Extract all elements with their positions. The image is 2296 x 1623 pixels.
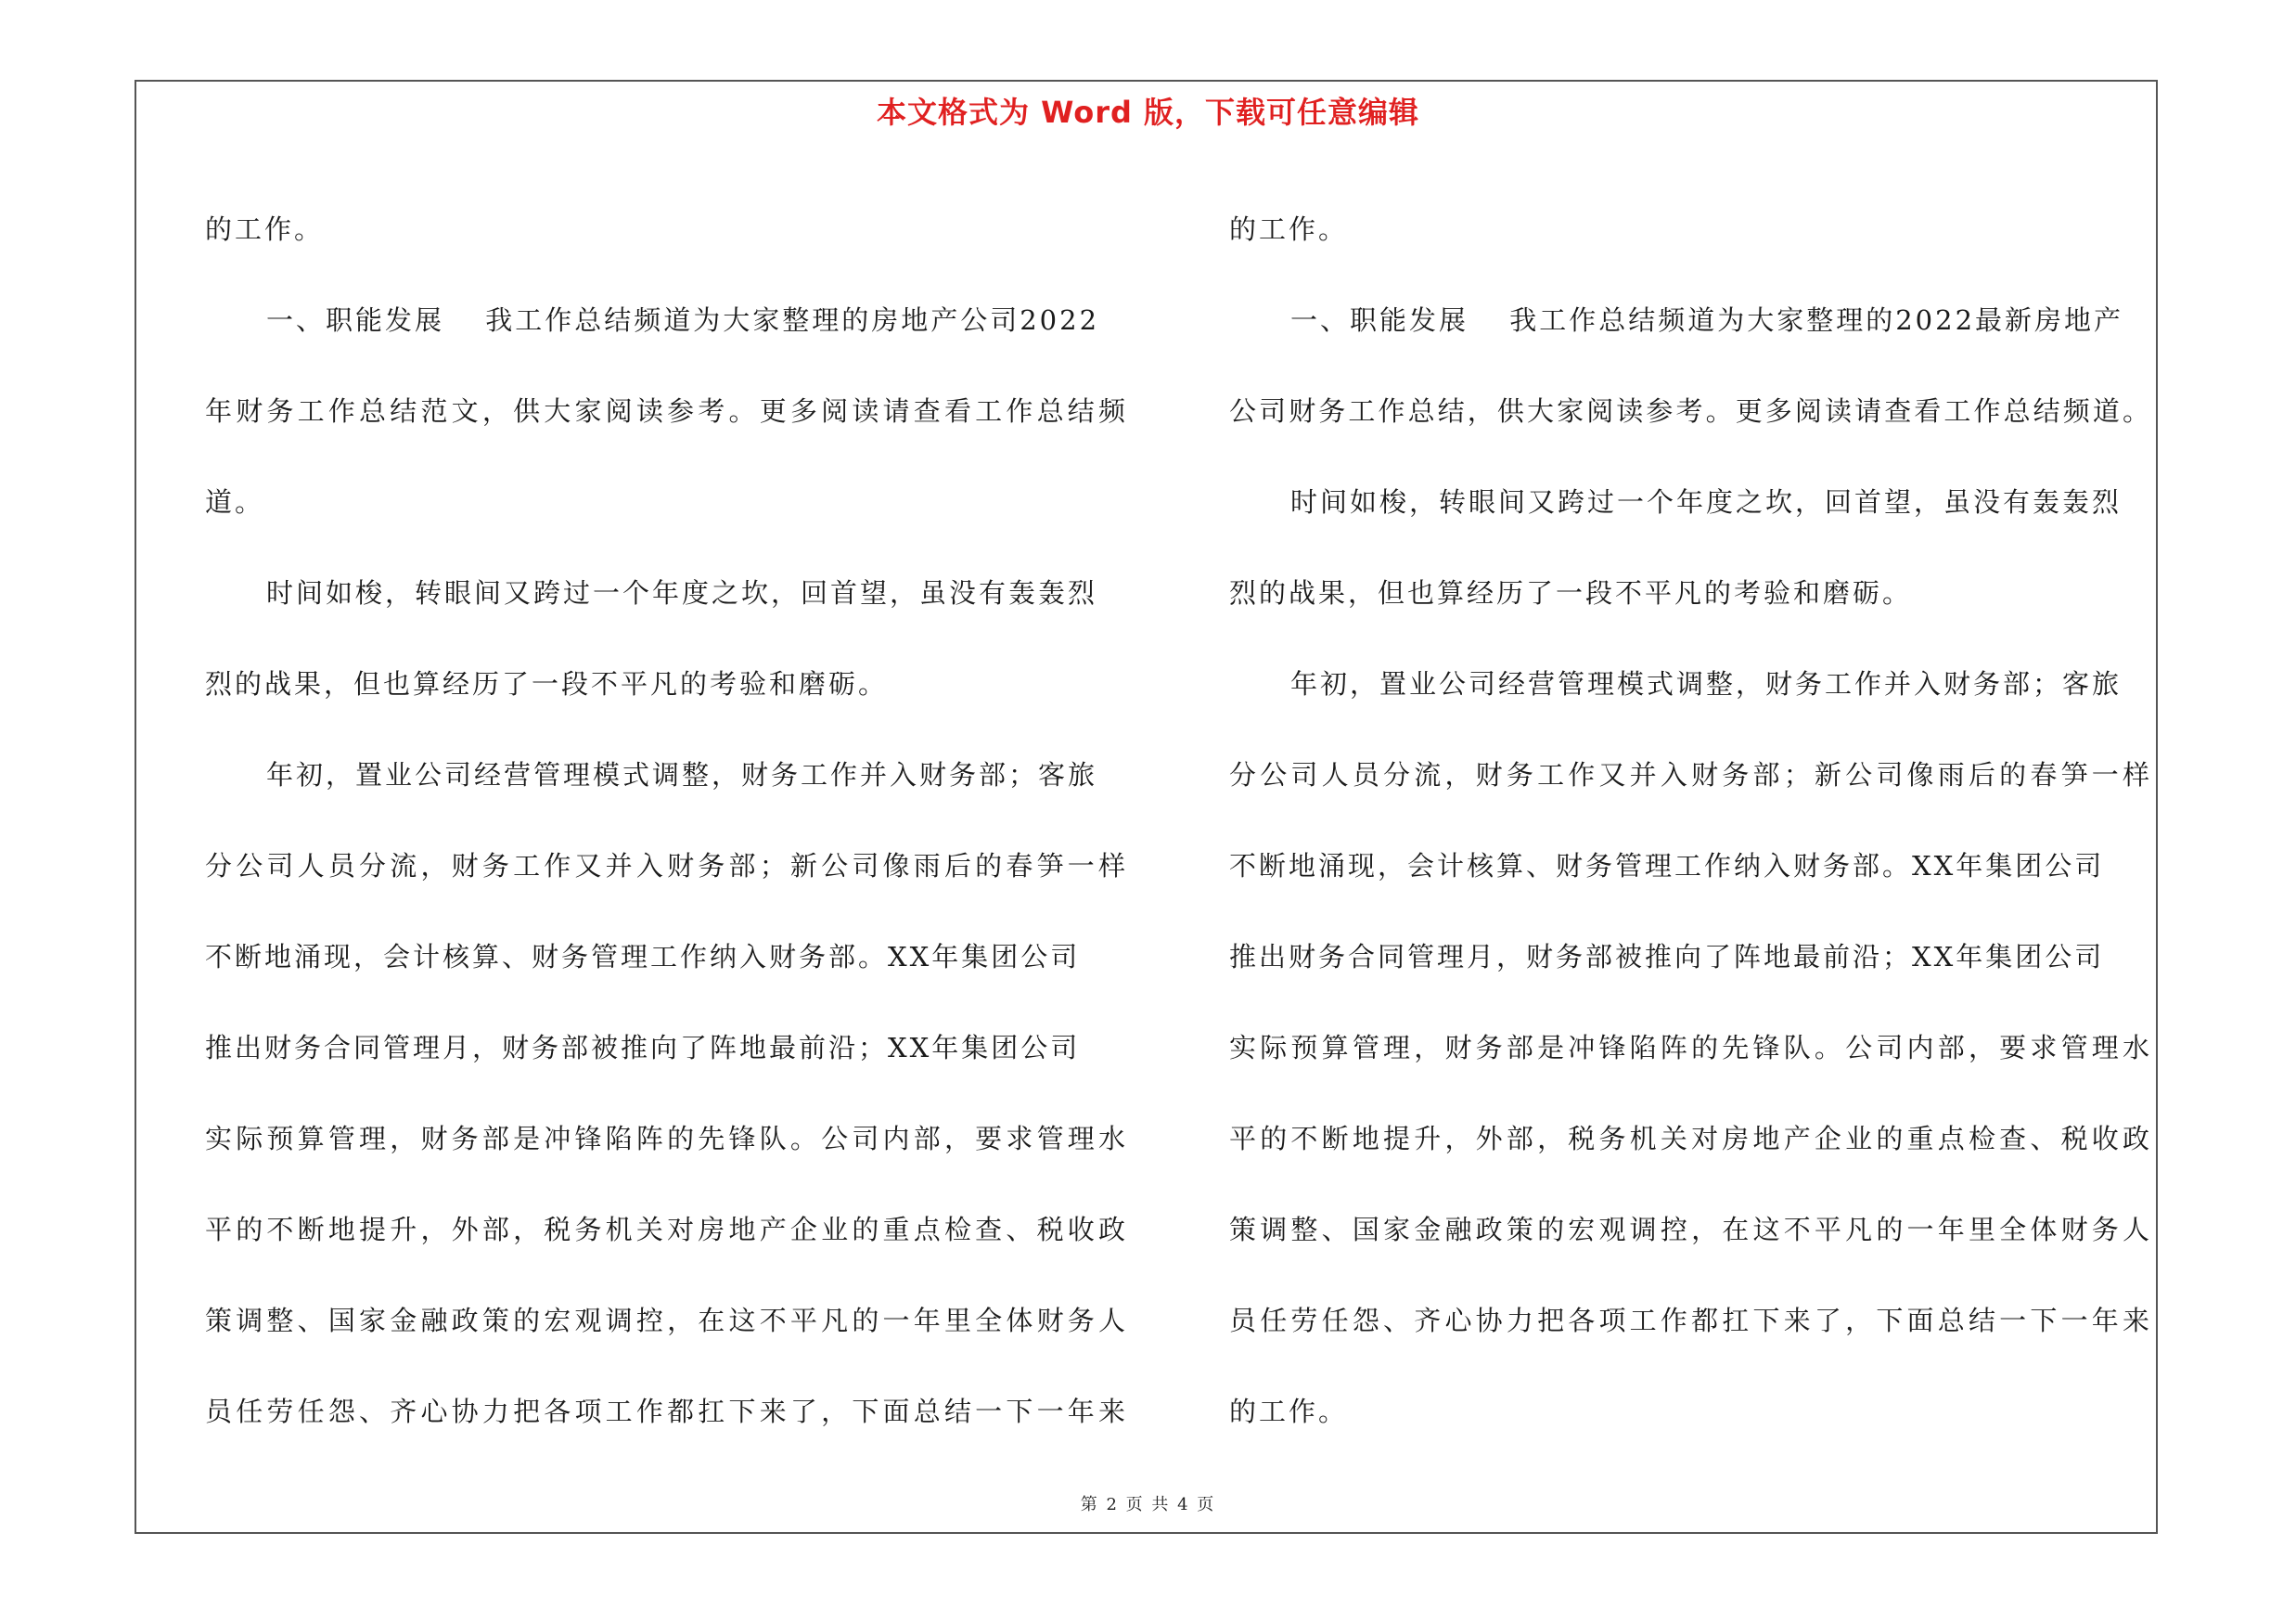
word-format-banner: 本文格式为 Word 版，下载可任意编辑 <box>876 95 1420 130</box>
right-line-12: 策调整、国家金融政策的宏观调控，在这不平凡的一年里全体财务人 <box>1229 1214 2152 1245</box>
right-line-9: 推出财务合同管理月，财务部被推向了阵地最前沿；XX年集团公司 <box>1229 941 2105 973</box>
left-line-1: 的工作。 <box>205 213 325 245</box>
right-line-13: 员任劳任怨、齐心协力把各项工作都扛下来了，下面总结一下一年来 <box>1229 1305 2152 1336</box>
left-line-4: 道。 <box>205 486 265 518</box>
left-line-9: 不断地涌现，会计核算、财务管理工作纳入财务部。XX年集团公司 <box>205 941 1081 973</box>
right-line-6: 年初，置业公司经营管理模式调整，财务工作并入财务部；客旅 <box>1290 668 2123 700</box>
right-line-14: 的工作。 <box>1229 1396 1349 1427</box>
right-line-11: 平的不断地提升，外部，税务机关对房地产企业的重点检查、税收政 <box>1229 1123 2152 1154</box>
left-line-10: 推出财务合同管理月，财务部被推向了阵地最前沿；XX年集团公司 <box>205 1032 1081 1063</box>
right-line-3: 公司财务工作总结，供大家阅读参考。更多阅读请查看工作总结频道。 <box>1229 395 2152 427</box>
left-line-5: 时间如梭，转眼间又跨过一个年度之坎，回首望，虽没有轰轰烈 <box>266 577 1098 609</box>
right-column <box>1229 184 2152 1457</box>
left-line-7: 年初，置业公司经营管理模式调整，财务工作并入财务部；客旅 <box>266 759 1098 791</box>
left-column <box>205 184 1128 1457</box>
right-line-10: 实际预算管理，财务部是冲锋陷阵的先锋队。公司内部，要求管理水 <box>1229 1032 2152 1063</box>
right-line-1: 的工作。 <box>1229 213 1349 245</box>
right-line-8: 不断地涌现，会计核算、财务管理工作纳入财务部。XX年集团公司 <box>1229 850 2105 882</box>
left-line-11: 实际预算管理，财务部是冲锋陷阵的先锋队。公司内部，要求管理水 <box>205 1123 1128 1154</box>
page-number-footer: 第 2 页 共 4 页 <box>1080 1495 1216 1514</box>
left-line-2: 一、职能发展 我工作总结频道为大家整理的房地产公司2022 <box>266 304 1100 336</box>
right-line-2: 一、职能发展 我工作总结频道为大家整理的2022最新房地产 <box>1290 304 2124 336</box>
left-line-8: 分公司人员分流，财务工作又并入财务部；新公司像雨后的春笋一样 <box>205 850 1128 882</box>
right-line-7: 分公司人员分流，财务工作又并入财务部；新公司像雨后的春笋一样 <box>1229 759 2152 791</box>
left-line-3: 年财务工作总结范文，供大家阅读参考。更多阅读请查看工作总结频 <box>205 395 1128 427</box>
left-line-12: 平的不断地提升，外部，税务机关对房地产企业的重点检查、税收政 <box>205 1214 1128 1245</box>
right-line-4: 时间如梭，转眼间又跨过一个年度之坎，回首望，虽没有轰轰烈 <box>1290 486 2123 518</box>
left-line-6: 烈的战果，但也算经历了一段不平凡的考验和磨砺。 <box>205 668 889 700</box>
left-line-13: 策调整、国家金融政策的宏观调控，在这不平凡的一年里全体财务人 <box>205 1305 1128 1336</box>
right-line-5: 烈的战果，但也算经历了一段不平凡的考验和磨砺。 <box>1229 577 1913 609</box>
left-line-14: 员任劳任怨、齐心协力把各项工作都扛下来了，下面总结一下一年来 <box>205 1396 1128 1427</box>
